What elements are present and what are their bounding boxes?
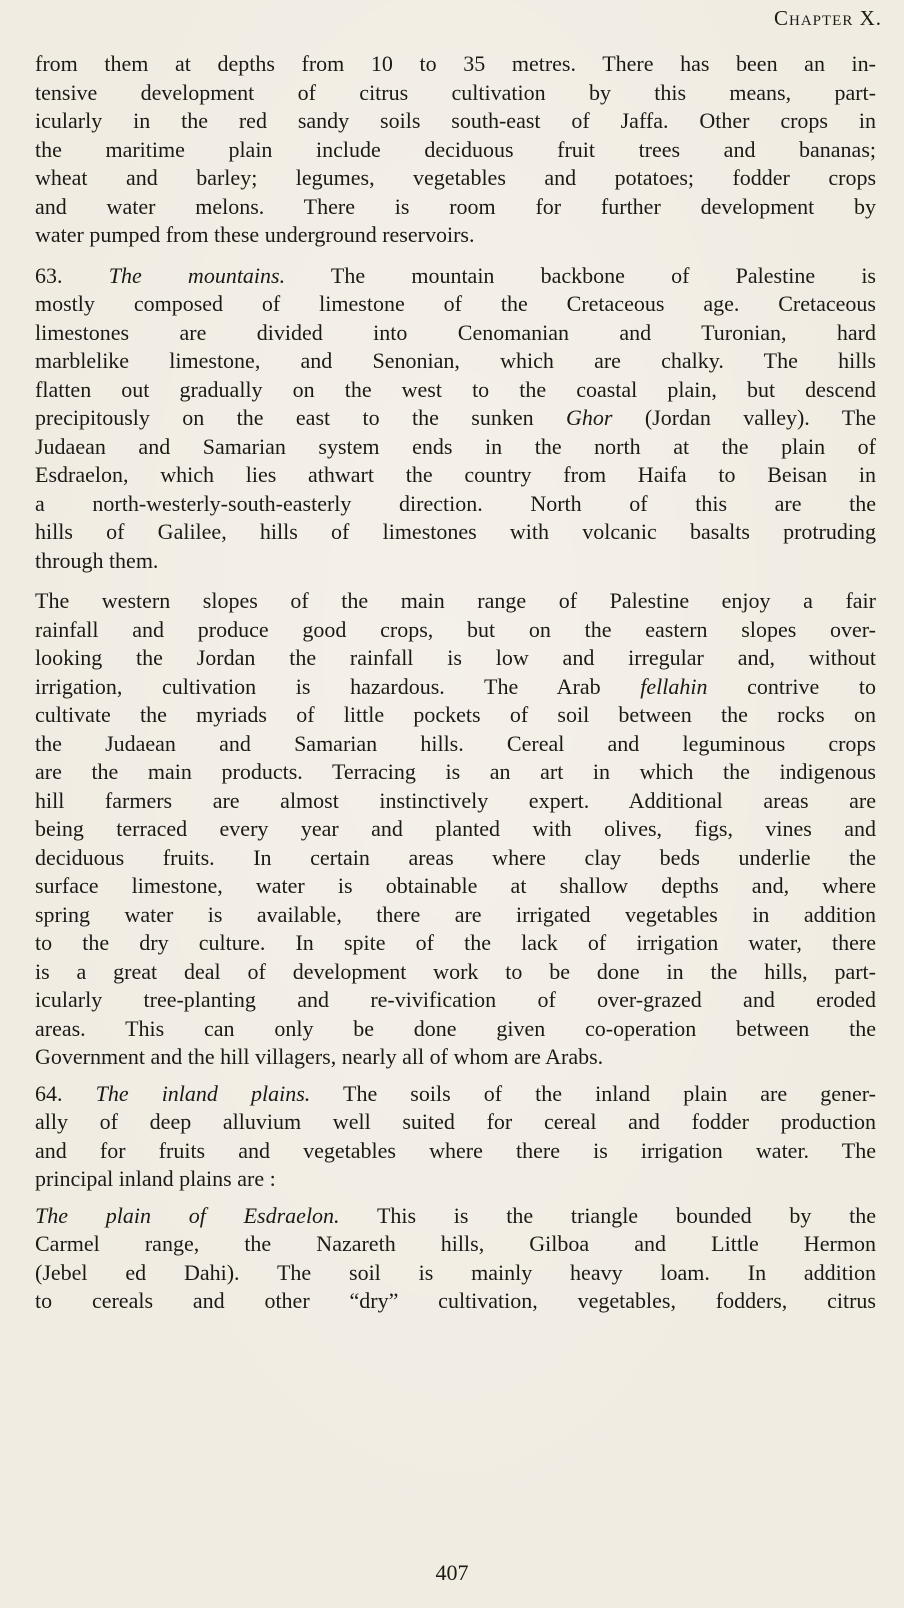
- section-number: 63.: [35, 262, 63, 288]
- text-line: mostly composed of limestone of the Cretaceous age. Cretaceous: [35, 291, 876, 316]
- text-line: cultivate the myriads of little pockets of soil between the rocks on: [35, 702, 876, 727]
- page-number: 407: [435, 1560, 469, 1585]
- text-fragment: This is the triangle bounded by the: [376, 1202, 877, 1228]
- text-line: Government and the hill villagers, nearly all of whom are Arabs.: [35, 1044, 604, 1069]
- text-line: limestones are divided into Cenomanian and Turonian, hard: [35, 319, 876, 345]
- text-line: icularly tree-planting and re-vivification of over-grazed and eroded: [35, 987, 876, 1012]
- text-fragment: The mountain backbone of Palestine is: [330, 262, 876, 288]
- text-line: [35, 404, 876, 433]
- text-line: surface limestone, water is obtainable at shallow depths and, where: [35, 873, 876, 898]
- text-line: are the main products. Terracing is an art in which the indigenous: [35, 759, 876, 784]
- text-line: Esdraelon, which lies athwart the country from Haifa to Beisan in: [35, 462, 876, 487]
- text-line: being terraced every year and planted with olives, figs, vines and: [35, 816, 876, 841]
- text-line: Judaean and Samarian system ends in the north at the plain of: [35, 433, 876, 459]
- text-line: [35, 673, 876, 702]
- text-line: The western slopes of the main range of Palestine enjoy a fair: [35, 588, 876, 613]
- text-line: wheat and barley; legumes, vegetables and potatoes; fodder crops: [35, 165, 876, 190]
- text-line: [35, 1202, 876, 1231]
- text-line: the maritime plain include deciduous fruit trees and bananas;: [35, 136, 876, 162]
- running-header: Chapter X.: [773, 6, 882, 30]
- text-line: to the dry culture. In spite of the lack of irrigation water, there: [35, 930, 876, 955]
- text-fragment: (Jordan valley). The: [644, 405, 876, 430]
- text-fragment: irrigation, cultivation is hazardous. The Arab: [35, 673, 601, 699]
- text-line: areas. This can only be done given co-operation between the: [35, 1015, 876, 1041]
- text-line: ally of deep alluvium well suited for cereal and fodder production: [35, 1109, 876, 1134]
- text-line: icularly in the red sandy soils south-east of Jaffa. Other crops in: [35, 108, 876, 133]
- subsection-title: The plain of Esdraelon.: [35, 1202, 340, 1228]
- text-line: hills of Galilee, hills of limestones with volcanic basalts protruding: [35, 519, 876, 544]
- text-line: the Judaean and Samarian hills. Cereal and leguminous crops: [35, 730, 876, 756]
- text-line: [35, 1080, 876, 1109]
- text-line: (Jebel ed Dahi). The soil is mainly heavy loam. In addition: [35, 1259, 876, 1285]
- text-line: spring water is available, there are irrigated vegetables in addition: [35, 901, 876, 927]
- body-text: [35, 50, 876, 1316]
- paragraph-maritime-plain-continuation: [35, 50, 876, 250]
- text-line: water pumped from these underground reservoirs.: [35, 222, 475, 247]
- paragraph-plain-of-esdraelon: [35, 1202, 876, 1316]
- text-line: hill farmers are almost instinctively expert. Additional areas are: [35, 787, 876, 813]
- text-line: rainfall and produce good crops, but on the eastern slopes over-: [35, 616, 876, 642]
- text-line: from them at depths from 10 to 35 metres. There has been an in-: [35, 51, 876, 76]
- text-line: principal inland plains are :: [35, 1166, 276, 1191]
- paragraph-western-slopes: [35, 587, 876, 1072]
- text-fragment: The soils of the inland plain are gener-: [343, 1080, 876, 1106]
- text-line: through them.: [35, 547, 159, 573]
- italic-term-fellahin: fellahin: [640, 673, 708, 699]
- paragraph-63-mountains: [35, 262, 876, 576]
- text-line: looking the Jordan the rainfall is low and irregular and, without: [35, 645, 876, 670]
- paragraph-64-inland-plains: [35, 1080, 876, 1194]
- text-line: tensive development of citrus cultivation by this means, part-: [35, 79, 876, 105]
- text-line: flatten out gradually on the west to the coastal plain, but descend: [35, 376, 876, 402]
- section-title: The mountains.: [108, 262, 286, 288]
- text-fragment: contrive to: [747, 673, 876, 699]
- text-line: and water melons. There is room for further development by: [35, 193, 876, 219]
- italic-term-ghor: Ghor: [566, 405, 613, 430]
- text-fragment: precipitously on the east to the sunken: [35, 405, 534, 430]
- text-line: Carmel range, the Nazareth hills, Gilboa and Little Hermon: [35, 1231, 876, 1256]
- section-title: The inland plains.: [95, 1080, 311, 1106]
- text-line: marblelike limestone, and Senonian, which are chalky. The hills: [35, 348, 876, 373]
- text-line: deciduous fruits. In certain areas where clay beds underlie the: [35, 844, 876, 870]
- section-number: 64.: [35, 1080, 63, 1106]
- text-line: is a great deal of development work to be done in the hills, part-: [35, 958, 876, 984]
- text-line: to cereals and other “dry” cultivation, vegetables, fodders, citrus: [35, 1288, 876, 1313]
- text-line: a north-westerly-south-easterly direction. North of this are the: [35, 490, 876, 516]
- text-line: [35, 262, 876, 291]
- text-line: and for fruits and vegetables where there is irrigation water. The: [35, 1137, 876, 1163]
